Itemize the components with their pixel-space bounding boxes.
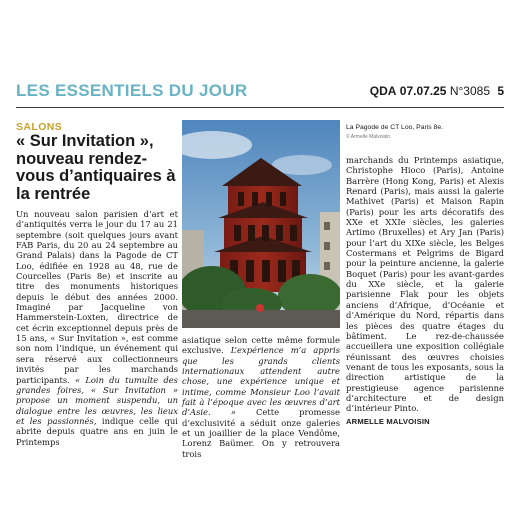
issue-info [370, 84, 490, 98]
issue-date: 07.07.25 [399, 84, 447, 98]
byline: ARMELLE MALVOISIN [346, 416, 430, 426]
photo-caption: La Pagode de CT Loo, Paris 8e. [346, 124, 443, 131]
page-number: 5 [497, 84, 504, 98]
body-text: marchands du Printemps asiatique, Christophe Hioco (Paris), Antoine Barrère (Hong Kong, Paris) et Alexis Renard (Paris), mais aussi la galerie Mathivet (Paris) et Maison Rapin (Paris) pour les arts décoratifs des XXe et XXIe siècles, les galeries Artimo (Bruxelles) et Ary Jan (Paris) pour l’art du XIXe siècle, les Belges Costermans et Pelgrims de Bigard pour la peinture ancienne, la galerie Boquet (Paris) pour les avant-gardes du XXe siècle, et la galerie parisienne Flak pour les objets anciens d’Afrique, d’Océanie et d’Amérique du Nord, répartis dans les pièces des quatre étages du bâtiment. Le rez-de-chaussée accueillera une exposition collégiale réunissant des œuvres choisies venant de tous les exposants, sous la direction artistique de la prestigieuse agence parisienne d’architecture et de design d’intérieur Pinto. [346, 155, 504, 414]
pagoda-building-image [182, 120, 340, 328]
body-text: Cette promesse d’exclusivité a séduit onze galeries et un joaillier de la place Vendôme, Lorenz Baümer. On y retrouvera trois [182, 407, 341, 459]
photo-credit: © Armelle Malvoisin. [346, 134, 392, 140]
issue-number: N°3085 [449, 84, 490, 98]
section-header [16, 79, 504, 108]
article-photo [182, 120, 340, 328]
article-column-2 [182, 335, 340, 459]
pull-quote: « Loin du tumulte des grandes foires, « Sur Invitation » propose un moment suspendu, un dialogue entre les œuvres, les lieux et les passionnés, [16, 374, 178, 426]
body-text: asiatique selon cette même formule exclusive. [182, 335, 340, 356]
body-text: indique celle qui abrite depuis quatre ans en juin le Printemps [16, 415, 178, 447]
pull-quote: L’expérience m’a appris que les grands clients internationaux attendent autre chose, une expérience unique et intime, comme Monsieur Loo l’avait fait à l’époque avec les œuvres d’art d’Asie. » [182, 345, 340, 418]
article-column-1 [16, 209, 178, 447]
section-title: LES ESSENTIELS DU JOUR [16, 81, 248, 100]
article-column-3 [346, 155, 504, 427]
article-headline: « Sur Invitation », nouveau rendez-vous d’antiquaires à la rentrée [16, 132, 176, 203]
article-kicker: SALONS [16, 121, 63, 133]
publication-name: QDA [369, 84, 397, 98]
body-paragraph: Un nouveau salon parisien d’art et d’antiquités verra le jour du 17 au 21 septembre (soit quelques jours avant FAB Paris, du 20 au 24 septembre au Grand Palais) dans la Pagode de CT Loo, édifiée en 1928 au 48, rue de Courcelles (Paris 8e) et inscrite au titre des monuments historiques depuis le début des années 2000. Imaginé par Jacqueline von Hammerstein-Loxten, directrice de cet écrin exceptionnel depuis près de 15 ans, « Sur Invitation », est comme son nom l’indique, un événement qui sera réservé aux collectionneurs invités par les marchands participants. [16, 209, 178, 385]
